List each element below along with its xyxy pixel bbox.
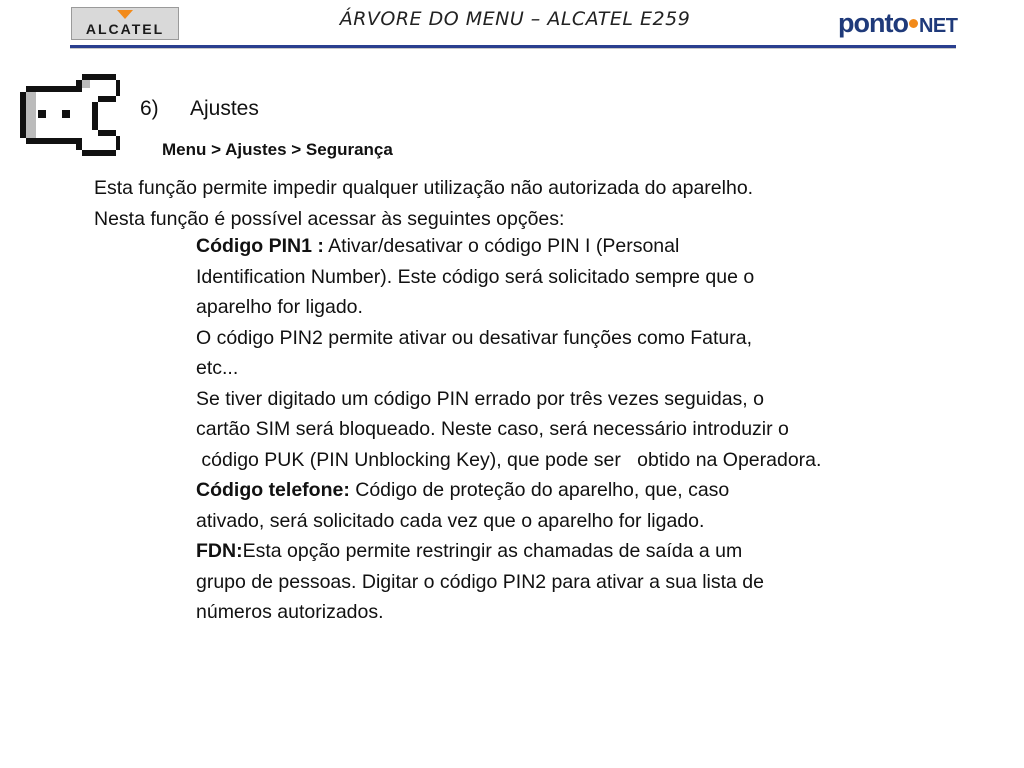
fdn-label: FDN: [196, 540, 243, 562]
intro-line: Esta função permite impedir qualquer utilização não autorizada do aparelho. [94, 177, 754, 199]
fdn-line: grupo de pessoas. Digitar o código PIN2 para ativar a sua lista de [196, 570, 764, 593]
fdn-line: números autorizados. [196, 601, 384, 623]
breadcrumb: Menu > Ajustes > Segurança [162, 140, 393, 159]
pin1-label: Código PIN1 : [196, 235, 324, 257]
alcatel-logo-text: ALCATEL [85, 21, 165, 37]
pontonet-logo [838, 8, 957, 40]
pin1-line: aparelho for ligado. [196, 296, 363, 318]
pontonet-dot-icon [909, 19, 918, 28]
pin1-text: Ativar/desativar o código PIN I (Personal [323, 235, 680, 257]
options-list [196, 231, 996, 628]
alcatel-logo-mark-icon [72, 10, 178, 20]
intro-line: Nesta função é possível acessar às seguintes opções: [94, 208, 565, 230]
pin2-line: etc... [196, 357, 239, 379]
fdn-line [196, 536, 996, 567]
section-title: Ajustes [190, 97, 259, 120]
intro-text [94, 173, 974, 235]
section-number: 6) [140, 97, 159, 120]
pin2-line: O código PIN2 permite ativar ou desativar funções como Fatura, [196, 326, 753, 349]
pin1-line: Identification Number). Este código será solicitado sempre que o [196, 265, 755, 288]
phone-code-line: ativado, será solicitado cada vez que o aparelho for ligado. [196, 509, 705, 532]
pontonet-logo-suffix: NET [918, 15, 958, 37]
settings-icon [18, 72, 120, 158]
puk-line: Se tiver digitado um código PIN errado por três vezes seguidas, o [196, 387, 764, 410]
pin1-line [196, 231, 996, 262]
puk-line: cartão SIM será bloqueado. Neste caso, será necessário introduzir o [196, 418, 789, 440]
phone-code-line [196, 475, 996, 506]
section-heading [140, 97, 259, 121]
pontonet-logo-main: ponto [838, 8, 908, 38]
header-divider-shadow [70, 48, 956, 49]
phone-code-label: Código telefone: [196, 479, 350, 501]
phone-code-text: Código de proteção do aparelho, que, caso [349, 479, 730, 501]
alcatel-logo [71, 7, 179, 40]
fdn-text: Esta opção permite restringir as chamadas de saída a um [242, 540, 743, 562]
page-header-title: ÁRVORE DO MENU – ALCATEL E259 [339, 8, 691, 30]
puk-line: código PUK (PIN Unblocking Key), que pode ser obtido na Operadora. [196, 448, 822, 471]
